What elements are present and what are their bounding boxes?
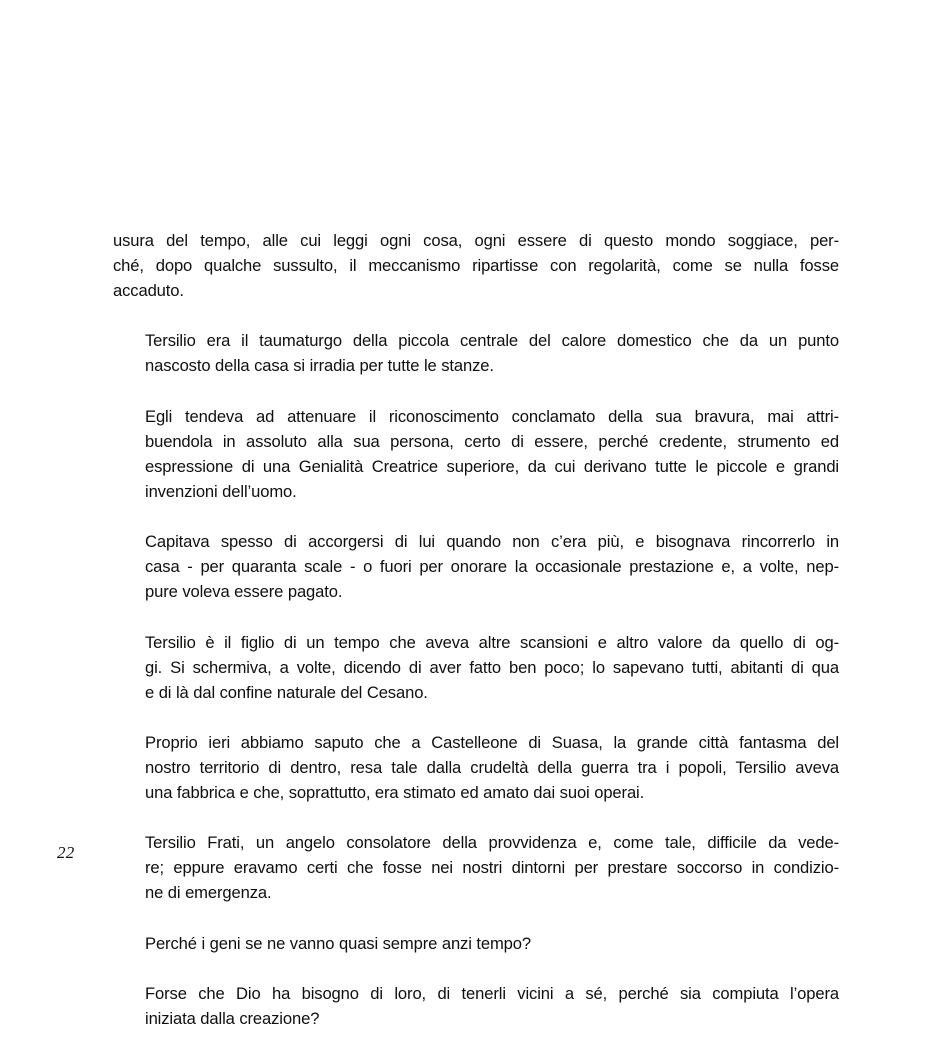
text-line: Tersilio era il taumaturgo della piccola centrale del calore domestico che da un punto bbox=[145, 331, 839, 351]
page-number: 22 bbox=[57, 843, 75, 862]
text-line: Tersilio è il figlio di un tempo che aveva altre scansioni e altro valore da quello di og- bbox=[145, 632, 839, 652]
text-line: ché, dopo qualche sussulto, il meccanismo ripartisse con regolarità, come se nulla fosse bbox=[113, 256, 839, 276]
text-line: Proprio ieri abbiamo saputo che a Castelleone di Suasa, la grande città fantasma del bbox=[145, 732, 839, 752]
text-line: e di là dal confine naturale del Cesano. bbox=[145, 682, 428, 702]
text-line: usura del tempo, alle cui leggi ogni cosa, ogni essere di questo mondo soggiace, per- bbox=[113, 231, 839, 250]
paragraph bbox=[113, 328, 839, 403]
text-line: nascosto della casa si irradia per tutte le stanze. bbox=[145, 356, 494, 376]
paragraph bbox=[113, 404, 839, 529]
text-line: re; eppure eravamo certi che fosse nei nostri dintorni per prestare soccorso in condizio- bbox=[145, 858, 839, 878]
text-line: ne di emergenza. bbox=[145, 883, 272, 903]
text-line: iniziata dalla creazione? bbox=[145, 1008, 320, 1028]
text-line: Capitava spesso di accorgersi di lui quando non c’era più, e bisognava rincorrerlo in bbox=[145, 532, 839, 552]
text-line: pure voleva essere pagato. bbox=[145, 582, 343, 602]
text-line: Egli tendeva ad attenuare il riconoscimento conclamato della sua bravura, mai attri- bbox=[145, 406, 839, 426]
paragraph bbox=[113, 830, 839, 930]
paragraph bbox=[113, 529, 839, 629]
text-line: Perché i geni se ne vanno quasi sempre anzi tempo? bbox=[145, 933, 532, 953]
text-line: Forse che Dio ha bisogno di loro, di tenerli vicini a sé, perché sia compiuta l’opera bbox=[145, 983, 839, 1003]
paragraph bbox=[113, 931, 839, 981]
text-line: espressione di una Genialità Creatrice superiore, da cui derivano tutte le piccole e grandi bbox=[145, 456, 839, 476]
body-text-block bbox=[113, 228, 839, 1056]
text-line: gi. Si schermiva, a volte, dicendo di aver fatto ben poco; lo sapevano tutti, abitanti di qua bbox=[145, 657, 839, 677]
paragraph bbox=[113, 981, 839, 1056]
paragraph bbox=[113, 630, 839, 730]
text-line: casa - per quaranta scale - o fuori per onorare la occasionale prestazione e, a volte, nep- bbox=[145, 557, 839, 577]
paragraph bbox=[113, 730, 839, 830]
text-line: buendola in assoluto alla sua persona, certo di essere, perché credente, strumento ed bbox=[145, 431, 839, 451]
text-line: invenzioni dell’uomo. bbox=[145, 481, 297, 501]
paragraph bbox=[113, 228, 839, 328]
text-line: una fabbrica e che, soprattutto, era stimato ed amato dai suoi operai. bbox=[145, 783, 645, 803]
text-line: accaduto. bbox=[113, 281, 184, 301]
text-line: nostro territorio di dentro, resa tale dalla crudeltà della guerra tra i popoli, Tersilio aveva bbox=[145, 757, 839, 777]
text-line: Tersilio Frati, un angelo consolatore della provvidenza e, come tale, difficile da vede- bbox=[145, 833, 839, 853]
